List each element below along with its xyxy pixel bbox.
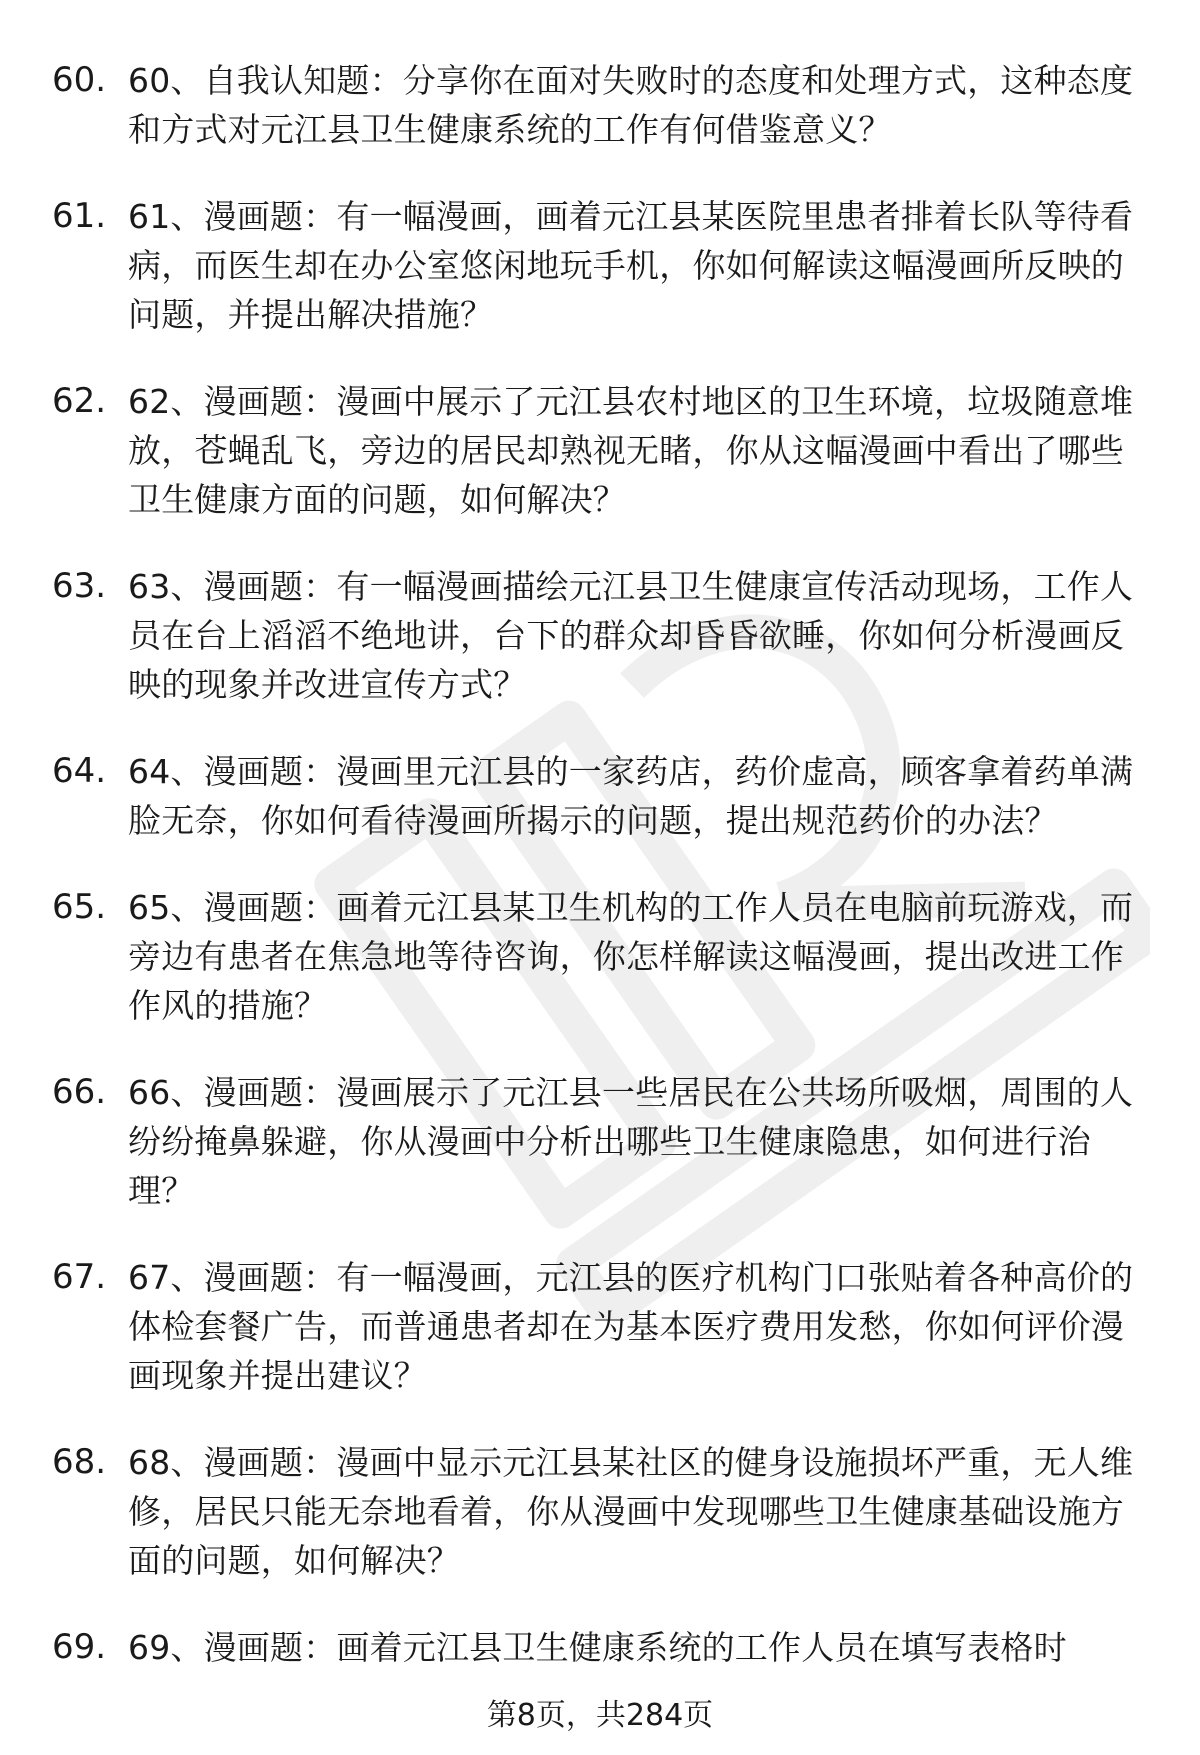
question-text: 62、漫画题：漫画中展示了元江县农村地区的卫生环境，垃圾随意堆放，苍蝇乱飞，旁边的居民却熟视无睹，你从这幅漫画中看出了哪些卫生健康方面的问题，如何解决？ bbox=[128, 382, 1134, 519]
question-text: 68、漫画题：漫画中显示元江县某社区的健身设施损坏严重，无人维修，居民只能无奈地看着，你从漫画中发现哪些卫生健康基础设施方面的问题，如何解决？ bbox=[128, 1443, 1134, 1580]
question-text: 64、漫画题：漫画里元江县的一家药店，药价虚高，顾客拿着药单满脸无奈，你如何看待漫画所揭示的问题，提出规范药价的办法？ bbox=[128, 752, 1134, 840]
question-text: 61、漫画题：有一幅漫画，画着元江县某医院里患者排着长队等待看病，而医生却在办公室悠闲地玩手机，你如何解读这幅漫画所反映的问题，并提出解决措施？ bbox=[128, 197, 1134, 334]
question-number: 61. bbox=[52, 196, 107, 236]
question-item bbox=[0, 747, 1200, 845]
question-item bbox=[0, 377, 1200, 524]
question-item bbox=[0, 1253, 1200, 1400]
question-text: 65、漫画题：画着元江县某卫生机构的工作人员在电脑前玩游戏，而旁边有患者在焦急地等待咨询，你怎样解读这幅漫画，提出改进工作作风的措施？ bbox=[128, 888, 1134, 1025]
question-list bbox=[0, 56, 1200, 1710]
question-number: 62. bbox=[52, 381, 107, 421]
question-text: 60、自我认知题：分享你在面对失败时的态度和处理方式，这种态度和方式对元江县卫生健康系统的工作有何借鉴意义？ bbox=[128, 61, 1134, 149]
question-text: 67、漫画题：有一幅漫画，元江县的医疗机构门口张贴着各种高价的体检套餐广告，而普通患者却在为基本医疗费用发愁，你如何评价漫画现象并提出建议？ bbox=[128, 1258, 1134, 1395]
question-item bbox=[0, 1068, 1200, 1215]
question-text: 66、漫画题：漫画展示了元江县一些居民在公共场所吸烟，周围的人纷纷掩鼻躲避，你从漫画中分析出哪些卫生健康隐患，如何进行治理？ bbox=[128, 1073, 1134, 1210]
question-number: 69. bbox=[52, 1627, 107, 1667]
question-number: 66. bbox=[52, 1072, 107, 1112]
question-item bbox=[0, 883, 1200, 1030]
question-number: 67. bbox=[52, 1257, 107, 1297]
question-number: 64. bbox=[52, 751, 107, 791]
question-number: 68. bbox=[52, 1442, 107, 1482]
question-text: 63、漫画题：有一幅漫画描绘元江县卫生健康宣传活动现场，工作人员在台上滔滔不绝地讲，台下的群众却昏昏欲睡，你如何分析漫画反映的现象并改进宣传方式？ bbox=[128, 567, 1134, 704]
question-number: 63. bbox=[52, 566, 107, 606]
question-item bbox=[0, 1623, 1200, 1672]
question-number: 65. bbox=[52, 887, 107, 927]
page-footer: 第8页，共284页 bbox=[486, 1698, 714, 1733]
question-item bbox=[0, 562, 1200, 709]
question-item bbox=[0, 192, 1200, 339]
question-text: 69、漫画题：画着元江县卫生健康系统的工作人员在填写表格时 bbox=[128, 1628, 1067, 1667]
question-item bbox=[0, 56, 1200, 154]
question-item bbox=[0, 1438, 1200, 1585]
question-number: 60. bbox=[52, 60, 107, 100]
